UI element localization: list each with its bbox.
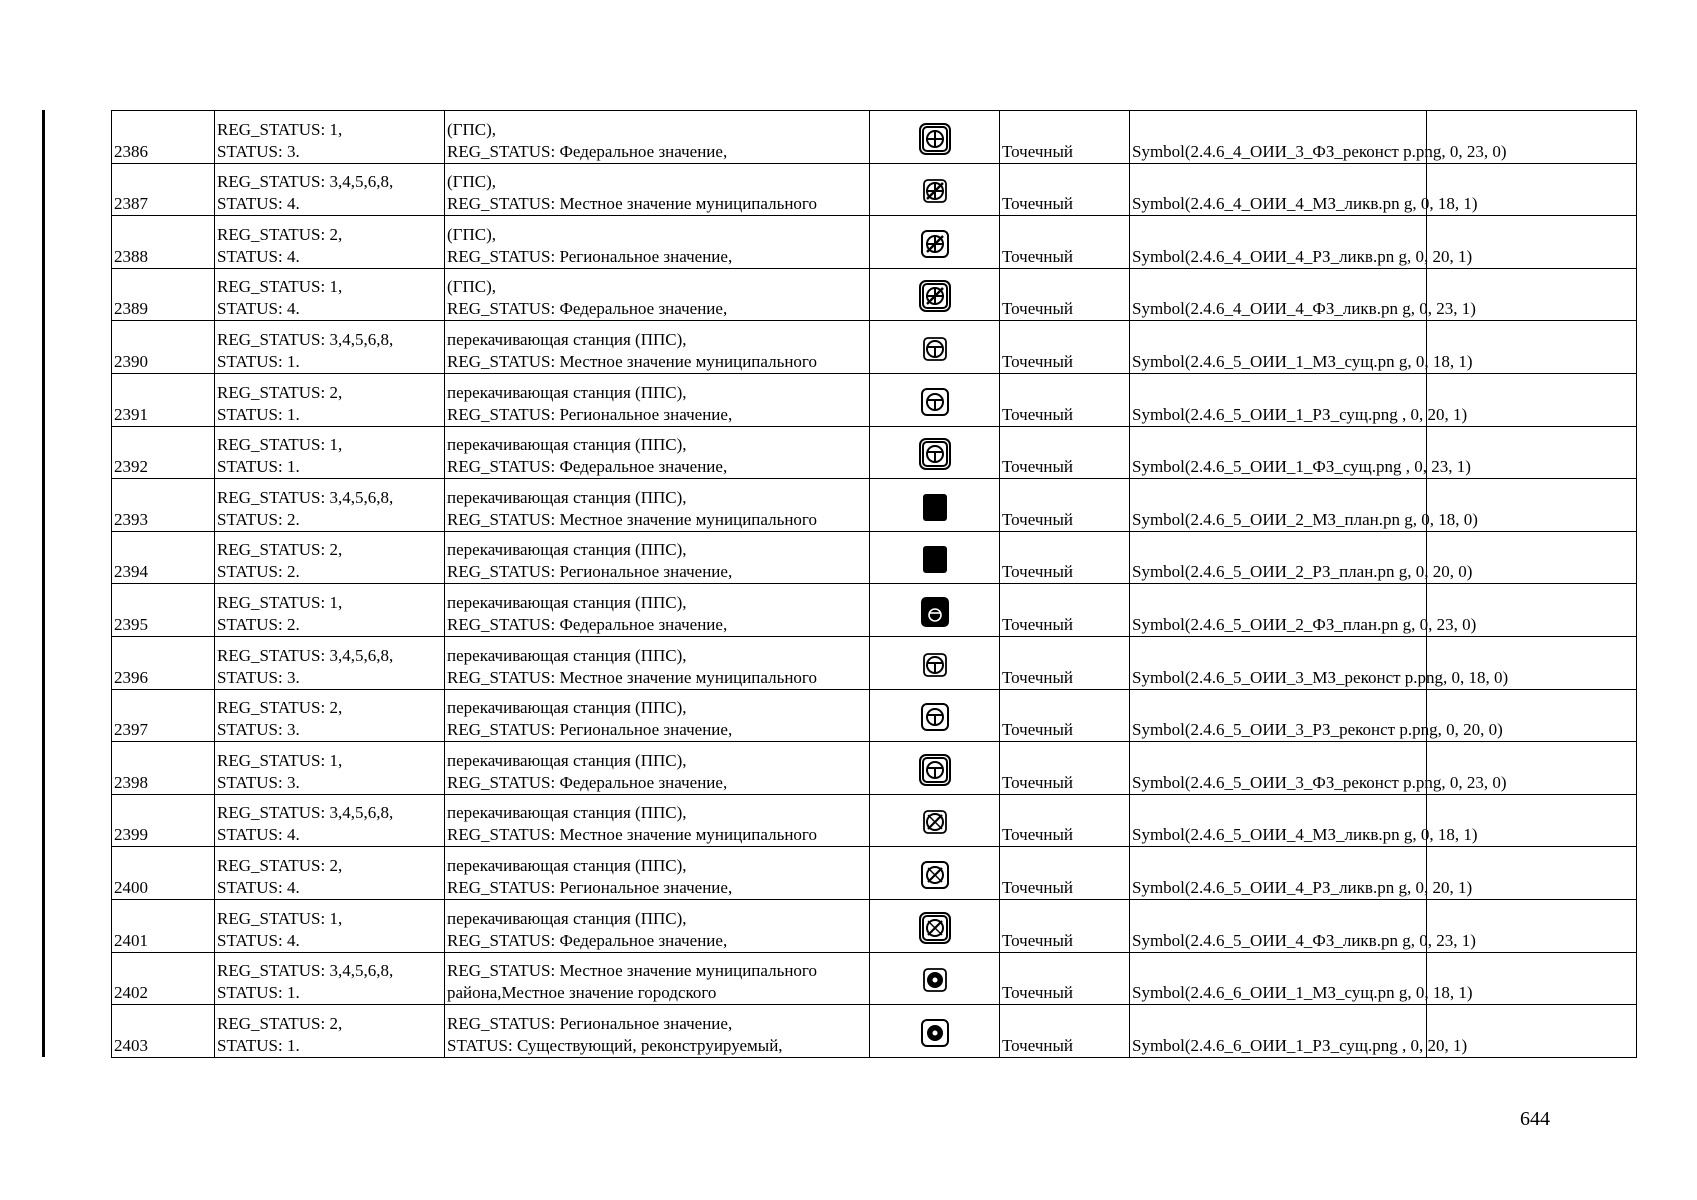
symbol-path: Symbol(2.4.6_5_ОИИ_1_ФЗ_сущ.png , 0, 23, 1): [1130, 426, 1427, 479]
row-id: 2397: [112, 689, 215, 742]
description-line: REG_STATUS: Местное значение муниципального: [447, 509, 817, 529]
description-line: перекачивающая станция (ППС),: [447, 803, 687, 823]
symbol-path: Symbol(2.4.6_5_ОИИ_4_РЗ_ликв.pn g, 0, 20, 1): [1130, 847, 1427, 900]
description-cell: [445, 742, 870, 795]
status-line: STATUS: 3.: [217, 667, 300, 687]
status-line: REG_STATUS: 2,: [217, 698, 343, 718]
table-row: [112, 584, 1637, 637]
geometry-type: Точечный: [1000, 426, 1130, 479]
symbol-path: Symbol(2.4.6_5_ОИИ_2_МЗ_план.pn g, 0, 18, 0): [1130, 479, 1427, 532]
description-line: REG_STATUS: Местное значение муниципального: [447, 961, 817, 981]
geometry-type: Точечный: [1000, 111, 1130, 164]
status-line: STATUS: 4.: [217, 194, 300, 214]
description-cell: [445, 163, 870, 216]
description-line: перекачивающая станция (ППС),: [447, 329, 687, 349]
geometry-type: Точечный: [1000, 216, 1130, 269]
symbol-cell: [870, 584, 1000, 637]
row-id: 2400: [112, 847, 215, 900]
description-line: REG_STATUS: Федеральное значение,: [447, 614, 728, 634]
row-id: 2387: [112, 163, 215, 216]
geometry-type: Точечный: [1000, 268, 1130, 321]
description-cell: [445, 426, 870, 479]
circle-t-recon-regional-icon: [917, 720, 953, 739]
status-line: STATUS: 4.: [217, 246, 300, 266]
table-row: [112, 216, 1637, 269]
table-row: [112, 321, 1637, 374]
table-row: [112, 742, 1637, 795]
status-line: REG_STATUS: 2,: [217, 540, 343, 560]
status-cell: [215, 584, 445, 637]
status-cell: [215, 216, 445, 269]
description-line: REG_STATUS: Федеральное значение,: [447, 299, 728, 319]
filled-dot-existing-regional-icon: [917, 1036, 953, 1055]
filled-square-planned-local-icon: [917, 510, 953, 529]
row-id: 2394: [112, 531, 215, 584]
description-cell: [445, 636, 870, 689]
row-id: 2398: [112, 742, 215, 795]
status-line: STATUS: 2.: [217, 509, 300, 529]
table-row: [112, 163, 1637, 216]
status-line: STATUS: 1.: [217, 351, 300, 371]
symbol-path: Symbol(2.4.6_6_ОИИ_1_РЗ_сущ.png , 0, 20, 1): [1130, 1005, 1427, 1058]
description-line: REG_STATUS: Федеральное значение,: [447, 457, 728, 477]
status-cell: [215, 636, 445, 689]
geometry-type: Точечный: [1000, 163, 1130, 216]
status-line: REG_STATUS: 2,: [217, 224, 343, 244]
symbol-cell: [870, 794, 1000, 847]
geometry-type: Точечный: [1000, 742, 1130, 795]
row-id: 2389: [112, 268, 215, 321]
row-id: 2399: [112, 794, 215, 847]
filled-dot-existing-local-icon: [917, 983, 953, 1002]
symbol-path: Symbol(2.4.6_4_ОИИ_4_ФЗ_ликв.pn g, 0, 23, 1): [1130, 268, 1427, 321]
description-line: перекачивающая станция (ППС),: [447, 855, 687, 875]
symbol-cell: [870, 689, 1000, 742]
row-id: 2388: [112, 216, 215, 269]
description-line: района,Местное значение городского: [447, 983, 717, 1003]
table-row: [112, 479, 1637, 532]
description-line: REG_STATUS: Федеральное значение,: [447, 772, 728, 792]
description-cell: [445, 373, 870, 426]
geometry-type: Точечный: [1000, 479, 1130, 532]
status-line: REG_STATUS: 3,4,5,6,8,: [217, 487, 394, 507]
description-line: перекачивающая станция (ППС),: [447, 750, 687, 770]
circle-cross-liquid-regional-icon: [917, 247, 953, 266]
status-cell: [215, 268, 445, 321]
symbol-path: Symbol(2.4.6_5_ОИИ_3_МЗ_реконст р.png, 0, 18, 0): [1130, 636, 1427, 689]
description-cell: [445, 1005, 870, 1058]
geometry-type: Точечный: [1000, 584, 1130, 637]
symbol-cell: [870, 847, 1000, 900]
description-line: перекачивающая станция (ППС),: [447, 435, 687, 455]
symbol-path: Symbol(2.4.6_5_ОИИ_1_РЗ_сущ.png , 0, 20, 1): [1130, 373, 1427, 426]
status-cell: [215, 899, 445, 952]
symbol-path: Symbol(2.4.6_5_ОИИ_3_РЗ_реконст р.png, 0, 20, 0): [1130, 689, 1427, 742]
symbol-path: Symbol(2.4.6_5_ОИИ_2_ФЗ_план.pn g, 0, 23, 0): [1130, 584, 1427, 637]
description-line: (ГПС),: [447, 277, 497, 297]
status-cell: [215, 689, 445, 742]
status-line: STATUS: 1.: [217, 1035, 300, 1055]
status-line: REG_STATUS: 2,: [217, 1013, 343, 1033]
symbol-cell: [870, 216, 1000, 269]
status-line: STATUS: 3.: [217, 720, 300, 740]
status-line: STATUS: 3.: [217, 141, 300, 161]
geometry-type: Точечный: [1000, 1005, 1130, 1058]
status-line: STATUS: 2.: [217, 562, 300, 582]
status-line: REG_STATUS: 3,4,5,6,8,: [217, 803, 394, 823]
symbol-path: Symbol(2.4.6_5_ОИИ_4_ФЗ_ликв.pn g, 0, 23, 1): [1130, 899, 1427, 952]
description-line: перекачивающая станция (ППС),: [447, 908, 687, 928]
status-line: REG_STATUS: 3,4,5,6,8,: [217, 329, 394, 349]
symbol-path: Symbol(2.4.6_4_ОИИ_4_РЗ_ликв.pn g, 0, 20, 1): [1130, 216, 1427, 269]
circle-t-existing-regional-icon: [917, 405, 953, 424]
status-line: REG_STATUS: 2,: [217, 382, 343, 402]
description-line: STATUS: Существующий, реконструируемый,: [447, 1035, 783, 1055]
status-cell: [215, 847, 445, 900]
row-id: 2392: [112, 426, 215, 479]
description-cell: [445, 847, 870, 900]
description-line: REG_STATUS: Региональное значение,: [447, 562, 733, 582]
geometry-type: Точечный: [1000, 373, 1130, 426]
status-line: REG_STATUS: 1,: [217, 750, 343, 770]
status-line: STATUS: 1.: [217, 457, 300, 477]
table-row: [112, 268, 1637, 321]
description-cell: [445, 111, 870, 164]
description-cell: [445, 531, 870, 584]
row-id: 2401: [112, 899, 215, 952]
status-cell: [215, 373, 445, 426]
left-margin-bar: [42, 110, 45, 1057]
status-cell: [215, 952, 445, 1005]
status-cell: [215, 479, 445, 532]
table-row: [112, 531, 1637, 584]
description-cell: [445, 689, 870, 742]
description-line: REG_STATUS: Региональное значение,: [447, 877, 733, 897]
description-line: REG_STATUS: Федеральное значение,: [447, 141, 728, 161]
status-line: STATUS: 4.: [217, 930, 300, 950]
description-cell: [445, 584, 870, 637]
description-line: REG_STATUS: Региональное значение,: [447, 1013, 733, 1033]
symbol-cell: [870, 479, 1000, 532]
filled-square-planned-regional-icon: [917, 562, 953, 581]
geometry-type: Точечный: [1000, 689, 1130, 742]
circle-t-recon-federal-icon: [917, 773, 953, 792]
page-number: 644: [1520, 1108, 1550, 1130]
table-row: [112, 636, 1637, 689]
status-line: REG_STATUS: 1,: [217, 435, 343, 455]
row-id: 2395: [112, 584, 215, 637]
table-row: [112, 794, 1637, 847]
status-cell: [215, 794, 445, 847]
status-line: REG_STATUS: 1,: [217, 277, 343, 297]
status-cell: [215, 742, 445, 795]
description-cell: [445, 899, 870, 952]
circle-t-recon-local-icon: [917, 668, 953, 687]
description-line: перекачивающая станция (ППС),: [447, 592, 687, 612]
symbol-cell: [870, 1005, 1000, 1058]
symbol-path: Symbol(2.4.6_5_ОИИ_1_МЗ_сущ.pn g, 0, 18, 1): [1130, 321, 1427, 374]
table-row: [112, 899, 1637, 952]
status-line: STATUS: 1.: [217, 404, 300, 424]
symbol-table: [111, 110, 1637, 1058]
row-id: 2390: [112, 321, 215, 374]
description-line: (ГПС),: [447, 119, 497, 139]
symbol-cell: [870, 163, 1000, 216]
description-line: REG_STATUS: Федеральное значение,: [447, 930, 728, 950]
circle-cross-liquid-local-icon: [917, 194, 953, 213]
description-cell: [445, 216, 870, 269]
symbol-cell: [870, 321, 1000, 374]
status-line: REG_STATUS: 1,: [217, 908, 343, 928]
row-id: 2393: [112, 479, 215, 532]
description-line: REG_STATUS: Региональное значение,: [447, 404, 733, 424]
row-id: 2391: [112, 373, 215, 426]
circle-cross-recon-federal-icon: [917, 142, 953, 161]
status-line: REG_STATUS: 3,4,5,6,8,: [217, 645, 394, 665]
status-cell: [215, 163, 445, 216]
status-cell: [215, 321, 445, 374]
table-row: [112, 426, 1637, 479]
filled-square-planned-federal-icon: [917, 615, 953, 634]
geometry-type: Точечный: [1000, 899, 1130, 952]
symbol-cell: [870, 268, 1000, 321]
description-line: REG_STATUS: Региональное значение,: [447, 720, 733, 740]
status-line: REG_STATUS: 1,: [217, 119, 343, 139]
table-row: [112, 952, 1637, 1005]
description-line: перекачивающая станция (ППС),: [447, 487, 687, 507]
status-cell: [215, 531, 445, 584]
symbol-path: Symbol(2.4.6_6_ОИИ_1_МЗ_сущ.pn g, 0, 18, 1): [1130, 952, 1427, 1005]
symbol-cell: [870, 742, 1000, 795]
symbol-cell: [870, 426, 1000, 479]
row-id: 2396: [112, 636, 215, 689]
circle-slash-liquid-federal-icon: [917, 931, 953, 950]
symbol-path: Symbol(2.4.6_4_ОИИ_3_ФЗ_реконст р.png, 0, 23, 0): [1130, 111, 1427, 164]
symbol-cell: [870, 636, 1000, 689]
description-line: REG_STATUS: Региональное значение,: [447, 246, 733, 266]
geometry-type: Точечный: [1000, 847, 1130, 900]
status-cell: [215, 111, 445, 164]
symbol-path: Symbol(2.4.6_5_ОИИ_2_РЗ_план.pn g, 0, 20, 0): [1130, 531, 1427, 584]
symbol-path: Symbol(2.4.6_5_ОИИ_3_ФЗ_реконст р.png, 0, 23, 0): [1130, 742, 1427, 795]
geometry-type: Точечный: [1000, 321, 1130, 374]
description-line: перекачивающая станция (ППС),: [447, 540, 687, 560]
table-row: [112, 847, 1637, 900]
circle-slash-liquid-local-icon: [917, 825, 953, 844]
symbol-cell: [870, 111, 1000, 164]
status-line: STATUS: 4.: [217, 877, 300, 897]
description-cell: [445, 952, 870, 1005]
symbol-cell: [870, 899, 1000, 952]
description-cell: [445, 479, 870, 532]
status-line: STATUS: 4.: [217, 299, 300, 319]
symbol-cell: [870, 952, 1000, 1005]
description-line: REG_STATUS: Местное значение муниципального: [447, 825, 817, 845]
symbol-cell: [870, 373, 1000, 426]
status-line: STATUS: 3.: [217, 772, 300, 792]
table-row: [112, 111, 1637, 164]
status-line: REG_STATUS: 1,: [217, 592, 343, 612]
description-cell: [445, 268, 870, 321]
circle-t-existing-local-icon: [917, 352, 953, 371]
symbol-path: Symbol(2.4.6_5_ОИИ_4_МЗ_ликв.pn g, 0, 18, 1): [1130, 794, 1427, 847]
row-id: 2386: [112, 111, 215, 164]
circle-t-existing-federal-icon: [917, 457, 953, 476]
description-cell: [445, 321, 870, 374]
description-line: перекачивающая станция (ППС),: [447, 382, 687, 402]
description-line: перекачивающая станция (ППС),: [447, 698, 687, 718]
status-line: STATUS: 2.: [217, 614, 300, 634]
circle-cross-liquid-federal-icon: [917, 299, 953, 318]
description-cell: [445, 794, 870, 847]
symbol-cell: [870, 531, 1000, 584]
description-line: перекачивающая станция (ППС),: [447, 645, 687, 665]
status-cell: [215, 1005, 445, 1058]
row-id: 2403: [112, 1005, 215, 1058]
status-line: STATUS: 4.: [217, 825, 300, 845]
geometry-type: Точечный: [1000, 952, 1130, 1005]
description-line: (ГПС),: [447, 172, 497, 192]
status-cell: [215, 426, 445, 479]
row-id: 2402: [112, 952, 215, 1005]
geometry-type: Точечный: [1000, 794, 1130, 847]
symbol-path: Symbol(2.4.6_4_ОИИ_4_МЗ_ликв.pn g, 0, 18, 1): [1130, 163, 1427, 216]
description-line: REG_STATUS: Местное значение муниципального: [447, 351, 817, 371]
status-line: REG_STATUS: 3,4,5,6,8,: [217, 961, 394, 981]
status-line: REG_STATUS: 3,4,5,6,8,: [217, 172, 394, 192]
description-line: (ГПС),: [447, 224, 497, 244]
status-line: REG_STATUS: 2,: [217, 855, 343, 875]
table-row: [112, 689, 1637, 742]
status-line: STATUS: 1.: [217, 983, 300, 1003]
geometry-type: Точечный: [1000, 531, 1130, 584]
geometry-type: Точечный: [1000, 636, 1130, 689]
table-row: [112, 1005, 1637, 1058]
description-line: REG_STATUS: Местное значение муниципального: [447, 667, 817, 687]
table-row: [112, 373, 1637, 426]
description-line: REG_STATUS: Местное значение муниципального: [447, 194, 817, 214]
circle-slash-liquid-regional-icon: [917, 878, 953, 897]
